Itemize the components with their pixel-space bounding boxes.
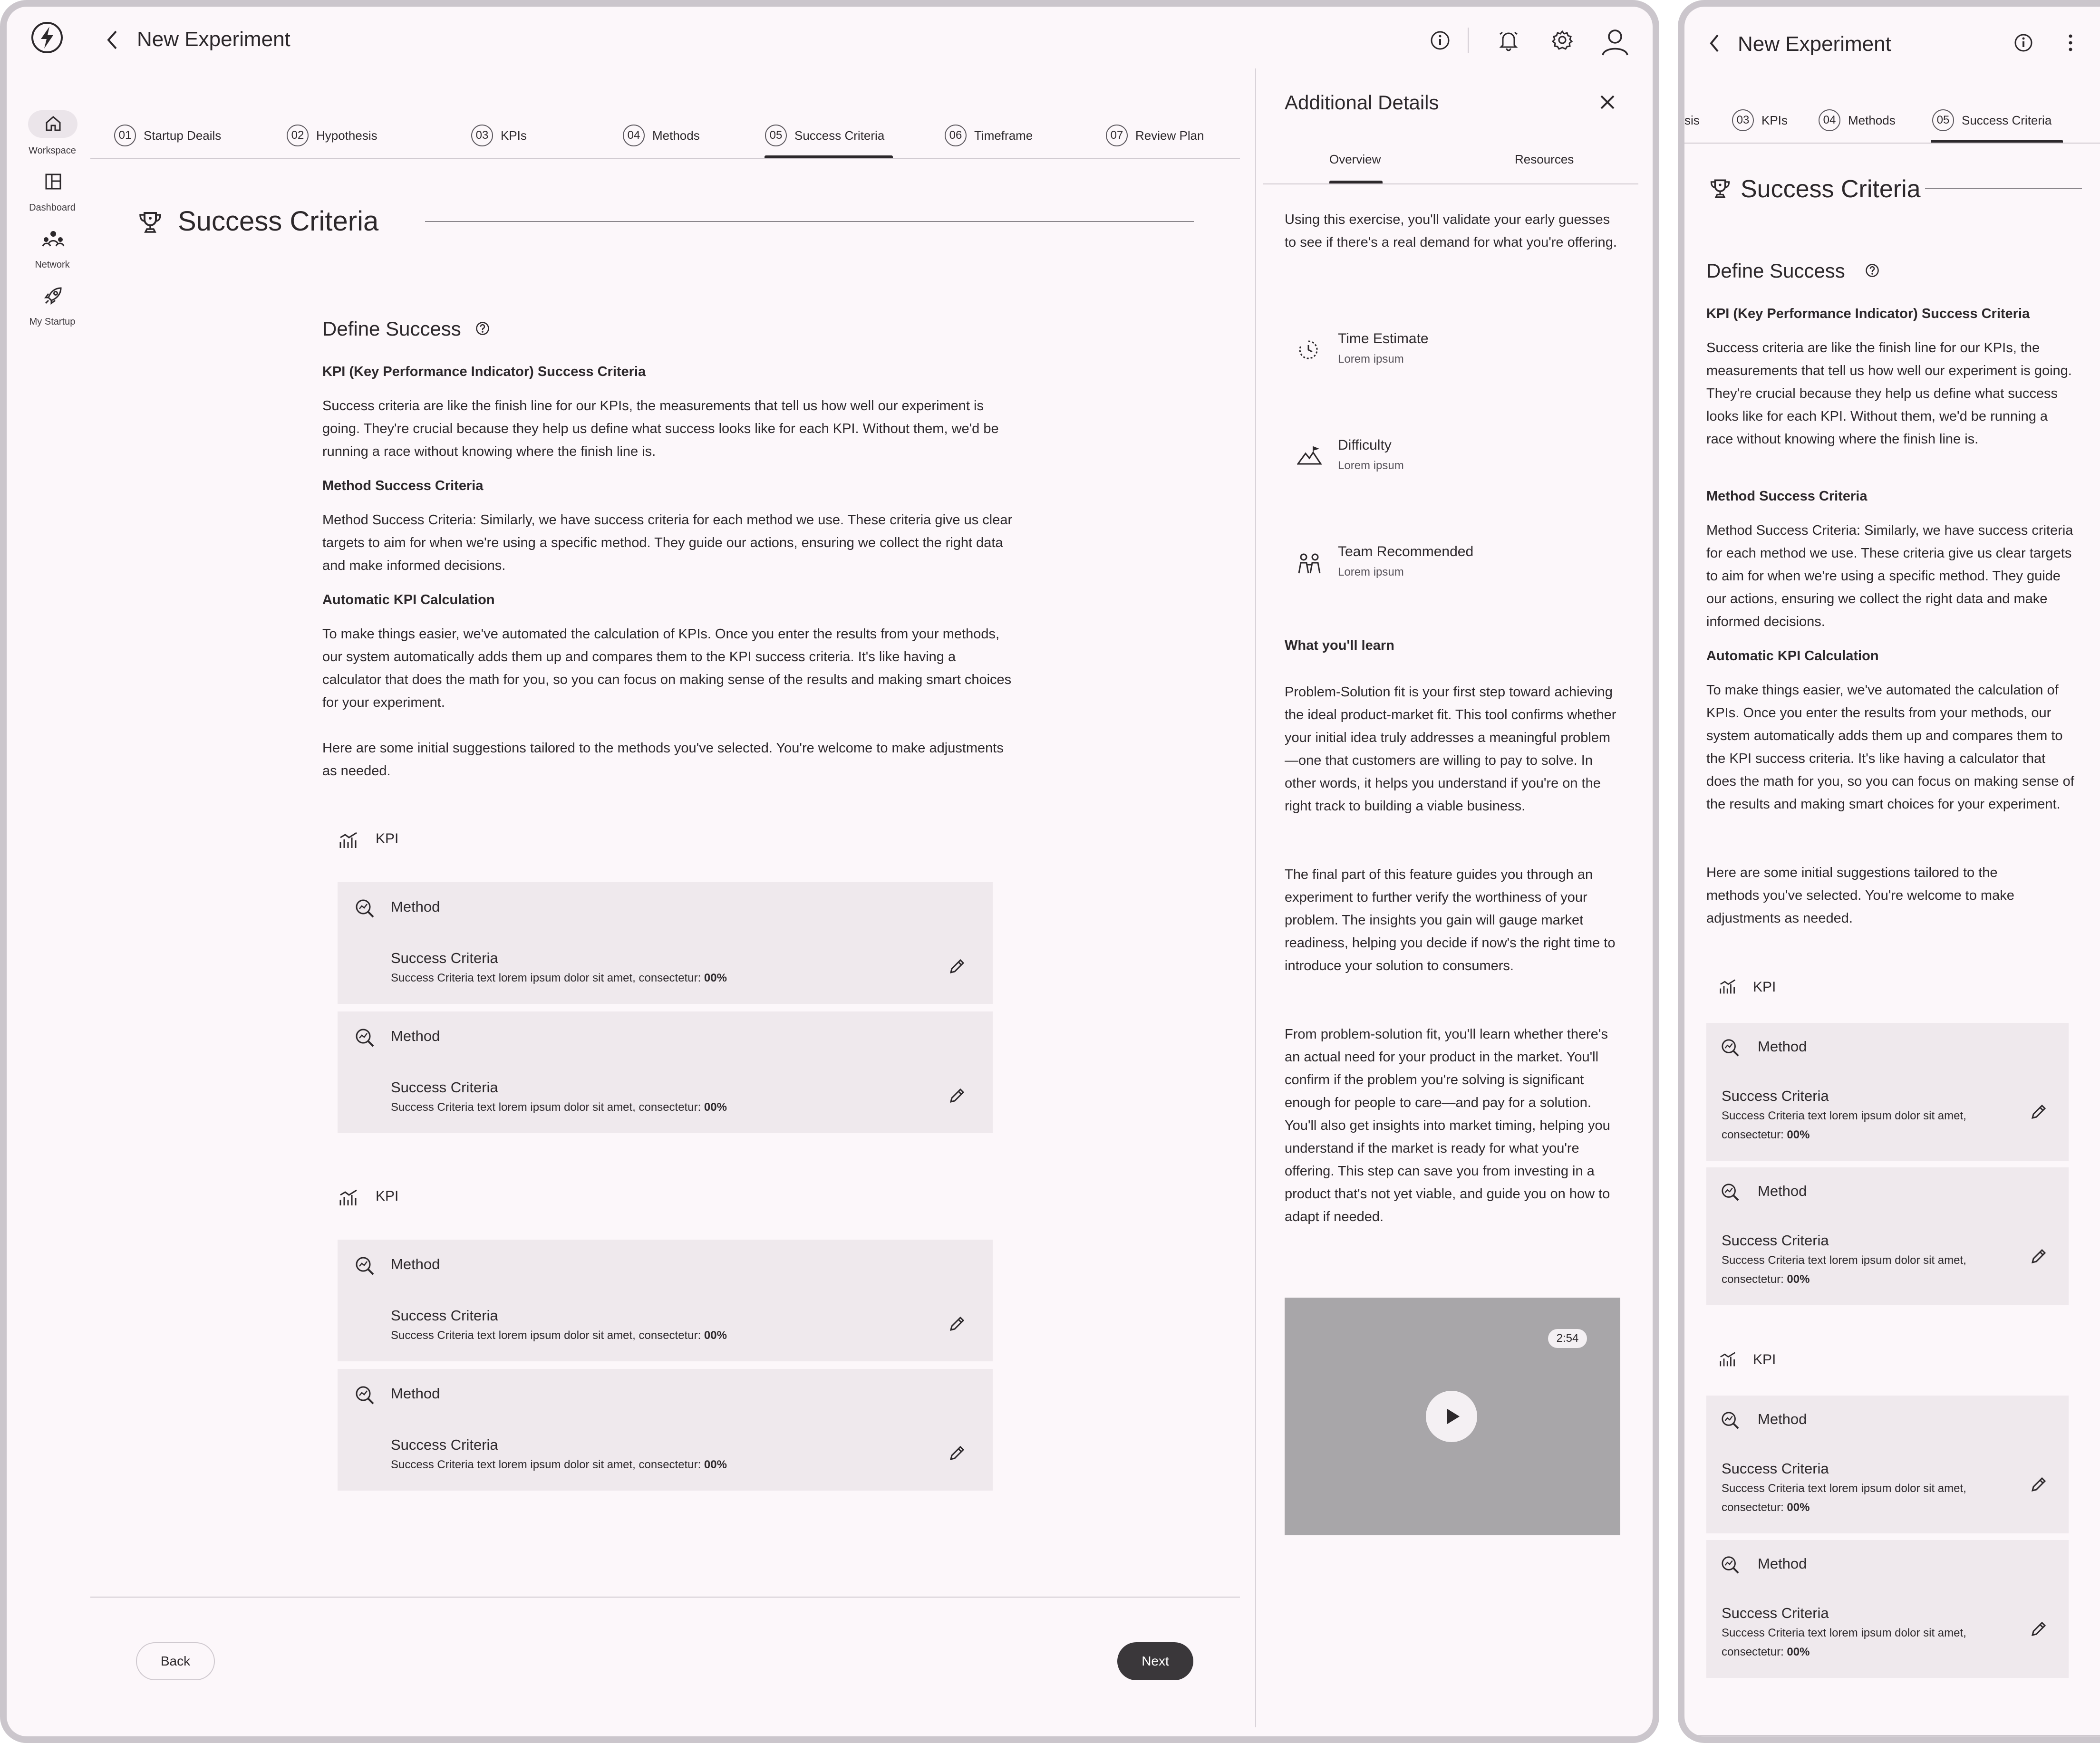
magnify-chart-icon bbox=[355, 1385, 375, 1405]
info-icon[interactable] bbox=[1430, 30, 1450, 50]
home-icon[interactable] bbox=[45, 115, 62, 132]
magnify-chart-icon bbox=[1721, 1555, 1740, 1574]
method-title: Method bbox=[1758, 1183, 1807, 1199]
rail-item-dashboard[interactable]: Dashboard bbox=[29, 202, 76, 213]
panel-intro: Using this exercise, you'll validate your early guesses to see if there's a real demand for what you're offering. bbox=[1285, 212, 1617, 250]
method-title: Method bbox=[391, 1256, 440, 1272]
method-criteria-heading: Method Success Criteria bbox=[322, 478, 484, 493]
criteria-text: Success Criteria text lorem ipsum dolor sit amet, consectetur: 00% bbox=[391, 1329, 727, 1342]
suggestions-text: Here are some initial suggestions tailored to the methods you've selected. You're welcome to make adjustments as needed. bbox=[1706, 865, 2014, 926]
step-number: 03 bbox=[471, 125, 493, 146]
criteria-title: Success Criteria bbox=[391, 1436, 498, 1453]
pencil-icon[interactable] bbox=[948, 1088, 965, 1105]
team-icon bbox=[1297, 552, 1322, 575]
step-review-plan[interactable] bbox=[1106, 125, 1204, 146]
method-card bbox=[338, 1240, 993, 1361]
section-title-rule bbox=[425, 221, 1194, 222]
magnify-chart-icon bbox=[1721, 1411, 1740, 1430]
method-title: Method bbox=[1758, 1038, 1807, 1055]
panel-title: Additional Details bbox=[1285, 91, 1439, 114]
page-title: New Experiment bbox=[137, 28, 290, 51]
tab-overview[interactable]: Overview bbox=[1329, 152, 1381, 166]
method-card bbox=[1706, 1540, 2069, 1678]
criteria-title: Success Criteria bbox=[1722, 1088, 1829, 1104]
mobile-bottom-divider bbox=[1684, 1735, 2100, 1736]
footer-divider bbox=[90, 1597, 1240, 1598]
pencil-icon[interactable] bbox=[2030, 1248, 2047, 1265]
kpi-criteria-text: Success criteria are like the finish line for our KPIs, the measurements that tell us how well our experiment is going. They're crucial because they help us define what success looks like for each KPI. Without them, we'd be running a race without knowing where the finish line is. bbox=[322, 398, 999, 459]
step-label: Timeframe bbox=[974, 128, 1033, 143]
user-icon[interactable] bbox=[1600, 28, 1630, 56]
chart-icon bbox=[1719, 1351, 1738, 1368]
step-label: Methods bbox=[1848, 113, 1896, 127]
bell-icon[interactable] bbox=[1499, 29, 1519, 51]
toolbar-divider bbox=[1468, 28, 1469, 53]
next-button[interactable]: Next bbox=[1117, 1642, 1193, 1680]
method-title: Method bbox=[1758, 1555, 1807, 1572]
method-title: Method bbox=[391, 898, 440, 915]
method-card bbox=[338, 1369, 993, 1491]
network-icon[interactable] bbox=[42, 230, 65, 247]
method-card bbox=[1706, 1167, 2069, 1305]
play-icon[interactable] bbox=[1426, 1391, 1477, 1442]
detail-time-estimate-value: Lorem ipsum bbox=[1338, 353, 1404, 366]
timer-icon bbox=[1297, 338, 1320, 361]
method-card bbox=[1706, 1396, 2069, 1533]
kpi-label: KPI bbox=[376, 831, 399, 847]
step-number: 07 bbox=[1106, 125, 1128, 146]
pencil-icon[interactable] bbox=[948, 958, 965, 975]
step-label: Startup Deails bbox=[144, 128, 222, 143]
method-card bbox=[338, 1011, 993, 1133]
gear-icon[interactable] bbox=[1552, 29, 1573, 50]
detail-difficulty-label: Difficulty bbox=[1338, 437, 1392, 453]
detail-time-estimate-label: Time Estimate bbox=[1338, 331, 1429, 347]
auto-kpi-heading: Automatic KPI Calculation bbox=[1706, 648, 1879, 664]
kpi-label: KPI bbox=[1753, 979, 1776, 995]
kpi-criteria-heading: KPI (Key Performance Indicator) Success Criteria bbox=[1706, 306, 2030, 321]
info-icon[interactable] bbox=[2014, 33, 2033, 52]
section-title-rule bbox=[1925, 188, 2082, 189]
method-card bbox=[338, 882, 993, 1004]
rail-item-my-startup[interactable]: My Startup bbox=[29, 317, 76, 327]
step-number: 04 bbox=[623, 125, 645, 146]
magnify-chart-icon bbox=[1721, 1183, 1740, 1202]
criteria-title: Success Criteria bbox=[1722, 1460, 1829, 1477]
learn-title: What you'll learn bbox=[1285, 638, 1394, 653]
pencil-icon[interactable] bbox=[2030, 1104, 2047, 1121]
method-title: Method bbox=[391, 1028, 440, 1044]
criteria-text: Success Criteria text lorem ipsum dolor sit amet, consectetur: 00% bbox=[391, 972, 727, 984]
learn-paragraph-2: The final part of this feature guides you through an experiment to further verify the worthiness of your problem. The insights you gain will gauge market readiness, helping you decide if now's the right time to introduce your solution to consumers. bbox=[1285, 867, 1616, 973]
mountain-icon bbox=[1297, 445, 1322, 466]
video-player[interactable] bbox=[1285, 1298, 1620, 1535]
chevron-left-icon[interactable] bbox=[1708, 33, 1721, 53]
step-label: Review Plan bbox=[1135, 128, 1204, 143]
step-number: 02 bbox=[287, 125, 309, 146]
section-title: Success Criteria bbox=[178, 206, 379, 237]
step-startup-details[interactable] bbox=[114, 125, 221, 146]
chart-icon bbox=[339, 831, 359, 850]
kpi-criteria-text: Success criteria are like the finish line for our KPIs, the measurements that tell us how well our experiment is going. They're crucial because they help us define what success looks like for each KPI. Without them, we'd be running a race without knowing where the finish line is. bbox=[1706, 340, 2072, 447]
pencil-icon[interactable] bbox=[2030, 1621, 2047, 1638]
step-number: 05 bbox=[1932, 109, 1954, 131]
pencil-icon[interactable] bbox=[948, 1445, 965, 1462]
help-icon[interactable] bbox=[1865, 263, 1879, 278]
step-kpis[interactable] bbox=[1732, 109, 1788, 131]
step-methods[interactable] bbox=[623, 125, 700, 146]
chevron-left-icon[interactable] bbox=[106, 29, 119, 50]
method-card bbox=[1706, 1023, 2069, 1161]
kpi-label: KPI bbox=[376, 1188, 399, 1204]
trophy-icon bbox=[138, 210, 163, 235]
method-criteria-text: Method Success Criteria: Similarly, we have success criteria for each method we use. These criteria give us clear targets to aim for when we're using a specific method. They guide our actions, ensuring we collect the right data and make informed decisions. bbox=[1706, 523, 2073, 629]
rail-item-network[interactable]: Network bbox=[35, 260, 70, 270]
criteria-text: Success Criteria text lorem ipsum dolor sit amet, consectetur: 00% bbox=[1722, 1627, 1966, 1658]
criteria-title: Success Criteria bbox=[1722, 1605, 1829, 1621]
close-icon[interactable] bbox=[1599, 94, 1616, 110]
step-hypothesis-partial[interactable]: sis bbox=[1684, 113, 1700, 127]
method-title: Method bbox=[391, 1385, 440, 1402]
criteria-text: Success Criteria text lorem ipsum dolor sit amet, consectetur: 00% bbox=[391, 1458, 727, 1471]
learn-paragraph-1: Problem-Solution fit is your first step toward achieving the ideal product-market fit. This tool confirms whether your initial idea truly addresses a meaningful problem—one that customers are willing to pay to solve. In other words, it helps you understand if you're on the right track to building a viable business. bbox=[1285, 684, 1616, 814]
magnify-chart-icon bbox=[1721, 1038, 1740, 1057]
section-title: Success Criteria bbox=[1741, 175, 1921, 203]
rocket-icon[interactable] bbox=[44, 286, 63, 305]
step-label: Hypothesis bbox=[316, 128, 377, 143]
criteria-title: Success Criteria bbox=[391, 1079, 498, 1096]
suggestions-text: Here are some initial suggestions tailored to the methods you've selected. You're welcome to make adjustments as needed. bbox=[322, 741, 1004, 779]
more-vertical-icon[interactable] bbox=[2068, 33, 2073, 52]
magnify-chart-icon bbox=[355, 1028, 375, 1048]
step-label: KPIs bbox=[1761, 113, 1788, 127]
step-label: KPIs bbox=[501, 128, 527, 143]
step-timeframe[interactable] bbox=[945, 125, 1033, 146]
video-duration-badge: 2:54 bbox=[1548, 1329, 1587, 1348]
criteria-text: Success Criteria text lorem ipsum dolor sit amet, consectetur: 00% bbox=[391, 1101, 727, 1114]
criteria-title: Success Criteria bbox=[1722, 1232, 1829, 1249]
step-label: Methods bbox=[652, 128, 700, 143]
criteria-title: Success Criteria bbox=[391, 1307, 498, 1324]
kpi-criteria-heading: KPI (Key Performance Indicator) Success Criteria bbox=[322, 364, 646, 379]
criteria-text: Success Criteria text lorem ipsum dolor sit amet, consectetur: 00% bbox=[1722, 1482, 1966, 1514]
criteria-text: Success Criteria text lorem ipsum dolor sit amet, consectetur: 00% bbox=[1722, 1254, 1966, 1286]
auto-kpi-text: To make things easier, we've automated the calculation of KPIs. Once you enter the results from your methods, our system automatically adds them up and compares them to the KPI success criteria. It's like having a calculator that does the math for you, so you can focus on making sense of the results and making smart choices for your experiment. bbox=[322, 626, 1012, 710]
lightning-logo-icon[interactable] bbox=[30, 21, 64, 54]
step-label: Success Criteria bbox=[1962, 113, 2052, 127]
learn-paragraph-3: From problem-solution fit, you'll learn whether there's an actual need for your product in the market. You'll confirm if the problem you're solving is significant enough for people to care—and pay for a solution. You'll also get insights into market timing, helping you understand if the market is ready for what you're offering. This step can save you from investing in a product that's not yet viable, and guide you on how to adapt if needed. bbox=[1285, 1027, 1610, 1224]
step-success-criteria[interactable] bbox=[765, 125, 884, 146]
pencil-icon[interactable] bbox=[2030, 1476, 2047, 1493]
page-title: New Experiment bbox=[1738, 32, 1891, 56]
stepper-divider bbox=[1684, 143, 2100, 144]
step-number: 04 bbox=[1819, 109, 1840, 131]
auto-kpi-heading: Automatic KPI Calculation bbox=[322, 592, 495, 607]
stepper-divider bbox=[90, 158, 1240, 159]
dashboard-icon[interactable] bbox=[45, 173, 62, 190]
magnify-chart-icon bbox=[355, 898, 375, 918]
method-criteria-heading: Method Success Criteria bbox=[1706, 489, 1868, 504]
step-number: 03 bbox=[1732, 109, 1754, 131]
step-number: 06 bbox=[945, 125, 967, 146]
method-criteria-text: Method Success Criteria: Similarly, we have success criteria for each method we use. These criteria give us clear targets to aim for when we're using a specific method. They guide our actions, ensuring we collect the right data and make informed decisions. bbox=[322, 512, 1013, 573]
mobile-screen bbox=[1678, 0, 2100, 1743]
auto-kpi-text: To make things easier, we've automated the calculation of KPIs. Once you enter the results from your methods, our system automatically adds them up and compares them to the KPI success criteria. It's like having a calculator that does the math for you, so you can focus on making sense of the results and making smart choices for your experiment. bbox=[1706, 683, 2074, 812]
step-success-criteria[interactable] bbox=[1932, 109, 2052, 131]
help-icon[interactable] bbox=[475, 321, 490, 336]
step-hypothesis[interactable] bbox=[287, 125, 377, 146]
rail-item-workspace[interactable]: Workspace bbox=[29, 145, 76, 156]
trophy-icon bbox=[1709, 178, 1731, 200]
define-success-title: Define Success bbox=[1706, 260, 1845, 282]
chart-icon bbox=[339, 1188, 359, 1207]
step-methods[interactable] bbox=[1819, 109, 1896, 131]
detail-team-label: Team Recommended bbox=[1338, 544, 1474, 559]
step-label: Success Criteria bbox=[794, 128, 885, 143]
method-title: Method bbox=[1758, 1411, 1807, 1427]
criteria-text: Success Criteria text lorem ipsum dolor sit amet, consectetur: 00% bbox=[1722, 1109, 1966, 1141]
panel-tab-divider bbox=[1263, 183, 1638, 184]
chart-icon bbox=[1719, 978, 1738, 995]
pencil-icon[interactable] bbox=[948, 1316, 965, 1333]
step-number: 01 bbox=[114, 125, 136, 146]
detail-team-value: Lorem ipsum bbox=[1338, 566, 1404, 578]
criteria-title: Success Criteria bbox=[391, 950, 498, 966]
panel-divider bbox=[1255, 68, 1256, 1727]
step-kpis[interactable] bbox=[471, 125, 527, 146]
magnify-chart-icon bbox=[355, 1256, 375, 1276]
tab-resources[interactable]: Resources bbox=[1515, 152, 1574, 166]
step-number: 05 bbox=[765, 125, 787, 146]
back-button[interactable]: Back bbox=[136, 1642, 215, 1680]
detail-difficulty-value: Lorem ipsum bbox=[1338, 459, 1404, 472]
kpi-label: KPI bbox=[1753, 1352, 1776, 1367]
define-success-title: Define Success bbox=[322, 318, 461, 340]
